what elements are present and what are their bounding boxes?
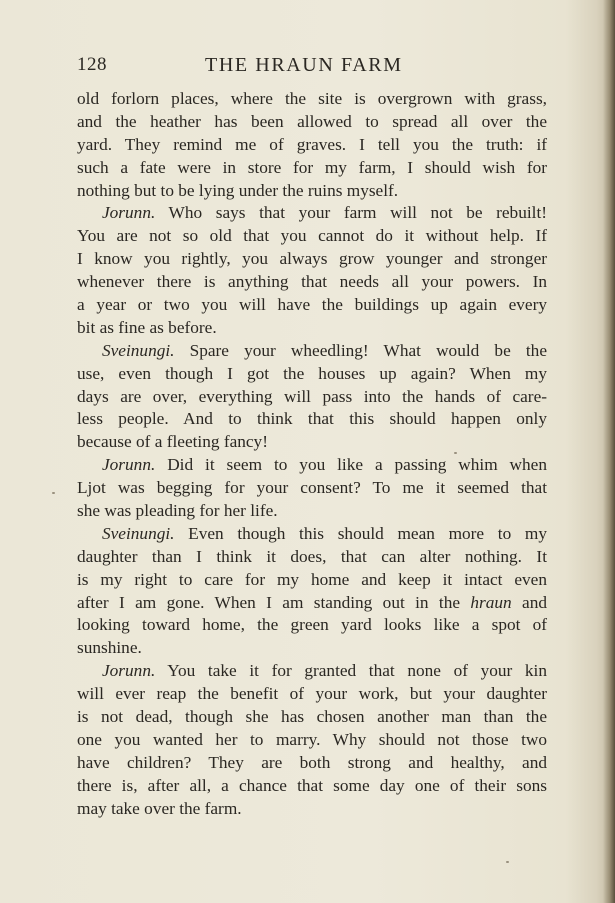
- speaker-name: Sveinungi.: [102, 523, 175, 543]
- line-text: a year or two you will have the buildings up again every: [77, 295, 547, 315]
- page-gutter-shadow: [603, 0, 615, 903]
- line-text: Spare your wheedling! What would be the: [174, 340, 547, 360]
- text-line: [77, 614, 547, 637]
- paper-speck: [506, 861, 509, 863]
- text-line: [77, 408, 547, 431]
- line-text: will ever reap the benefit of your work, but your daughter: [77, 684, 547, 704]
- text-line: [77, 88, 547, 111]
- speaker-name: Jorunn.: [102, 661, 156, 681]
- line-text: Ljot was begging for your consent? To me it seemed that: [77, 478, 547, 498]
- text-line: [77, 225, 547, 248]
- line-text: sunshine.: [77, 638, 142, 658]
- text-line: [77, 363, 547, 386]
- page-number: 128: [77, 54, 107, 75]
- body-text: [77, 88, 547, 821]
- line-text: yard. They remind me of graves. I tell you the truth: if: [77, 134, 547, 154]
- paper-speck: [52, 492, 55, 494]
- running-head: THE HRAUN FARM: [205, 54, 403, 76]
- text-line: [77, 775, 547, 798]
- line-text: she was pleading for her life.: [77, 501, 278, 521]
- line-text: is not dead, though she has chosen another man than the: [77, 707, 547, 727]
- line-text: I know you rightly, you always grow younger and stronger: [77, 249, 547, 269]
- line-text: there is, after all, a chance that some day one of their sons: [77, 775, 547, 795]
- text-line: [77, 157, 547, 180]
- line-text: old forlorn places, where the site is overgrown with grass,: [77, 89, 547, 108]
- text-line: [77, 477, 547, 500]
- line-text: Did it seem to you like a passing whim when: [155, 455, 547, 475]
- paragraph-first-line: [77, 202, 547, 225]
- text-line: [77, 637, 547, 660]
- line-text: may take over the farm.: [77, 798, 242, 818]
- paragraph-first-line: [77, 523, 547, 546]
- line-text: one you wanted her to marry. Why should not those two: [77, 729, 547, 749]
- line-text: and the heather has been allowed to spread all over the: [77, 111, 547, 131]
- text-line: [77, 729, 547, 752]
- text-line: [77, 683, 547, 706]
- line-text: less people. And to think that this should happen only: [77, 409, 547, 429]
- paragraph-first-line: [77, 340, 547, 363]
- line-text: days are over, everything will pass into the hands of care-: [77, 386, 547, 406]
- line-text: after I am gone. When I am standing out in the: [77, 592, 471, 612]
- text-line: [77, 569, 547, 592]
- text-line: [77, 248, 547, 271]
- italic-term: hraun: [470, 592, 512, 612]
- text-line: [77, 706, 547, 729]
- line-text: because of a fleeting fancy!: [77, 432, 268, 452]
- line-text: whenever there is anything that needs all your powers. In: [77, 272, 547, 292]
- speaker-name: Jorunn.: [102, 203, 156, 223]
- line-text: nothing but to be lying under the ruins myself.: [77, 180, 399, 200]
- text-line: [77, 271, 547, 294]
- text-line: [77, 111, 547, 134]
- text-line: [77, 294, 547, 317]
- paragraph-first-line: [77, 454, 547, 477]
- text-line: [77, 798, 547, 821]
- paper-speck: [454, 452, 457, 454]
- line-text: looking toward home, the green yard looks like a spot of: [77, 615, 547, 635]
- line-text: use, even though I got the houses up again? When my: [77, 363, 547, 383]
- speaker-name: Jorunn.: [102, 455, 156, 475]
- text-line: [77, 500, 547, 523]
- text-line: [77, 386, 547, 409]
- text-line: [77, 180, 547, 203]
- line-text: You take it for granted that none of your kin: [155, 661, 547, 681]
- line-text: Who says that your farm will not be rebuilt!: [155, 203, 547, 223]
- line-text: have children? They are both strong and healthy, and: [77, 752, 547, 772]
- line-text: You are not so old that you cannot do it without help. If: [77, 226, 547, 246]
- line-text: daughter than I think it does, that can alter nothing. It: [77, 546, 547, 566]
- text-line: [77, 431, 547, 454]
- page-header: [77, 54, 547, 80]
- line-text: and: [511, 592, 547, 612]
- line-text: such a fate were in store for my farm, I should wish for: [77, 157, 547, 177]
- text-line: [77, 317, 547, 340]
- line-text: is my right to care for my home and keep it intact even: [77, 569, 547, 589]
- text-line: [77, 134, 547, 157]
- paragraph-first-line: [77, 660, 547, 683]
- speaker-name: Sveinungi.: [102, 340, 175, 360]
- text-line: [77, 546, 547, 569]
- line-text: Even though this should mean more to my: [174, 523, 547, 543]
- line-text: bit as fine as before.: [77, 317, 217, 337]
- text-line: [77, 592, 547, 615]
- text-line: [77, 752, 547, 775]
